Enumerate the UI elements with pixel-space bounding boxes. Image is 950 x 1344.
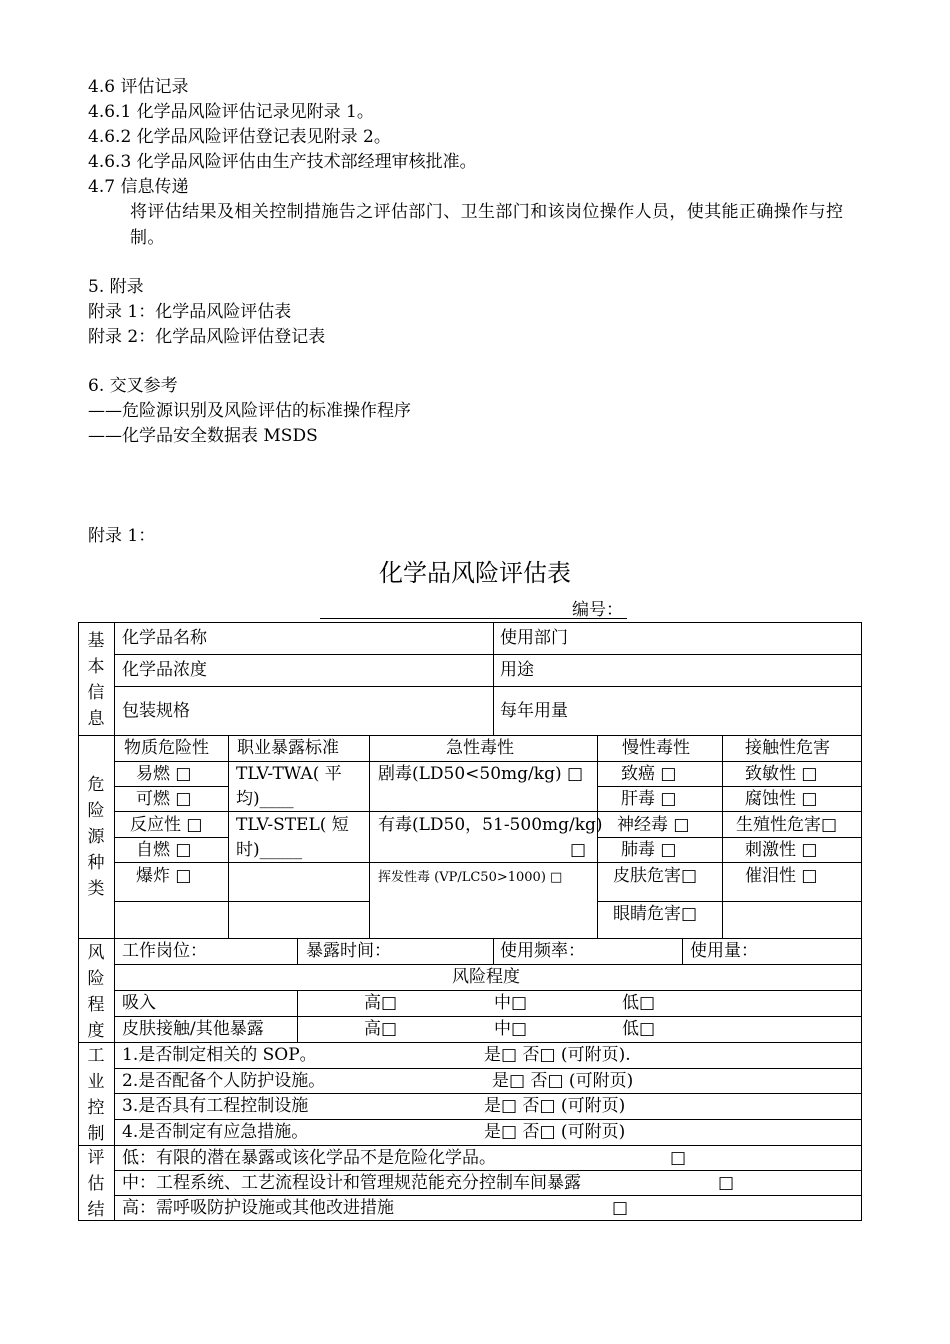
header-exposure-standard: 职业暴露标准 — [237, 738, 339, 758]
annual-usage-label: 每年用量 — [500, 701, 568, 721]
header-contact-hazard: 接触性危害 — [745, 738, 830, 758]
cross-ref-1: ——危险源识别及风险评估的标准操作程序 — [88, 401, 411, 421]
result-mid-label: 中：工程系统、工艺流程设计和管理规范能充分控制车间暴露 — [122, 1173, 581, 1193]
result-low-label: 低：有限的潜在暴露或该化学品不是危险化学品。 — [122, 1148, 496, 1168]
checkbox-volatile-toxic[interactable]: 挥发性毒 (VP/LC50>1000) □ — [378, 870, 563, 885]
item-4-6-2: 4.6.2 化学品风险评估登记表见附录 2。 — [88, 127, 391, 147]
header-physical-hazard: 物质危险性 — [124, 738, 209, 758]
section-hazard-type: 危 险 源 种 类 — [87, 775, 105, 899]
checkbox-neurotoxic[interactable]: 神经毒 □ — [617, 815, 690, 835]
tlv-twa-field[interactable]: 均)____ — [236, 789, 294, 809]
checkbox-result-mid[interactable]: □ — [718, 1173, 735, 1193]
tlv-stel-label: TLV-STEL( 短 — [236, 815, 349, 835]
packaging-label: 包装规格 — [122, 701, 190, 721]
item-4-6-1: 4.6.1 化学品风险评估记录见附录 1。 — [88, 102, 374, 122]
heading-4-7: 4.7 信息传递 — [88, 177, 189, 197]
checkbox-hepatotoxic[interactable]: 肝毒 □ — [621, 789, 677, 809]
checkbox-reproductive-hazard[interactable]: 生殖性危害□ — [736, 815, 838, 835]
result-high-label: 高：需呼吸防护设施或其他改进措施 — [122, 1198, 394, 1218]
control-answer-emergency[interactable]: 是□ 否□ (可附页) — [484, 1122, 626, 1142]
checkbox-result-low[interactable]: □ — [670, 1148, 687, 1168]
checkbox-reactive[interactable]: 反应性 □ — [130, 815, 203, 835]
control-answer-ppe[interactable]: 是□ 否□ (可附页) — [492, 1071, 634, 1091]
tlv-stel-field[interactable]: 时)_____ — [236, 840, 303, 860]
checkbox-sensitizing[interactable]: 致敏性 □ — [745, 764, 818, 784]
checkbox-skin-high[interactable]: 高□ — [364, 1019, 398, 1039]
control-item-ppe: 2.是否配备个人防护设施。 — [122, 1071, 326, 1091]
cross-ref-2: ——化学品安全数据表 MSDS — [88, 426, 318, 446]
checkbox-carcinogenic[interactable]: 致癌 □ — [621, 764, 677, 784]
control-item-sop: 1.是否制定相关的 SOP。 — [122, 1045, 317, 1065]
section-assessment-result: 评 估 结 — [87, 1148, 105, 1220]
work-post-label: 工作岗位： — [122, 941, 207, 961]
toxic-label: 有毒(LD50，51-500mg/kg) — [378, 815, 603, 835]
form-number-field: 编号： — [320, 600, 627, 619]
checkbox-flammable[interactable]: 易燃 □ — [136, 764, 192, 784]
purpose-label: 用途 — [500, 660, 534, 680]
skin-contact-label: 皮肤接触/其他暴露 — [122, 1019, 264, 1039]
usage-amount-label: 使用量： — [690, 941, 758, 961]
checkbox-skin-low[interactable]: 低□ — [622, 1019, 656, 1039]
chem-name-label: 化学品名称 — [122, 628, 207, 648]
header-chronic-toxicity: 慢性毒性 — [622, 738, 690, 758]
checkbox-pulmonary-toxic[interactable]: 肺毒 □ — [621, 840, 677, 860]
header-acute-toxicity: 急性毒性 — [446, 738, 514, 758]
checkbox-toxic[interactable]: □ — [570, 840, 587, 860]
heading-5: 5. 附录 — [88, 277, 144, 297]
section-basic-info: 基 本 信 息 — [87, 631, 105, 729]
checkbox-lachrymatory[interactable]: 催泪性 □ — [745, 866, 818, 886]
control-answer-engineering[interactable]: 是□ 否□ (可附页) — [484, 1096, 626, 1116]
form-title: 化学品风险评估表 — [379, 559, 571, 587]
risk-degree-header: 风险程度 — [452, 967, 520, 987]
exposure-time-label: 暴露时间： — [306, 941, 391, 961]
appendix-2-ref: 附录 2：化学品风险评估登记表 — [88, 327, 326, 347]
control-answer-sop[interactable]: 是□ 否□ (可附页). — [484, 1045, 631, 1065]
section-industrial-control: 工 业 控 制 — [87, 1046, 105, 1144]
checkbox-inhale-high[interactable]: 高□ — [364, 993, 398, 1013]
checkbox-combustible[interactable]: 可燃 □ — [136, 789, 192, 809]
control-item-emergency: 4.是否制定有应急措施。 — [122, 1122, 309, 1142]
control-item-engineering: 3.是否具有工程控制设施 — [122, 1096, 309, 1116]
appendix-label: 附录 1： — [88, 526, 156, 546]
checkbox-result-high[interactable]: □ — [612, 1198, 629, 1218]
checkbox-skin-hazard[interactable]: 皮肤危害□ — [613, 866, 698, 886]
concentration-label: 化学品浓度 — [122, 660, 207, 680]
checkbox-irritant[interactable]: 刺激性 □ — [745, 840, 818, 860]
heading-4-6: 4.6 评估记录 — [88, 77, 189, 97]
checkbox-inhale-low[interactable]: 低□ — [622, 993, 656, 1013]
checkbox-explosive[interactable]: 爆炸 □ — [136, 866, 192, 886]
appendix-1-ref: 附录 1：化学品风险评估表 — [88, 302, 292, 322]
dept-label: 使用部门 — [500, 628, 568, 648]
item-4-6-3: 4.6.3 化学品风险评估由生产技术部经理审核批准。 — [88, 152, 477, 172]
checkbox-spontaneous-combustion[interactable]: 自燃 □ — [136, 840, 192, 860]
checkbox-corrosive[interactable]: 腐蚀性 □ — [745, 789, 818, 809]
checkbox-highly-toxic[interactable]: 剧毒(LD50<50mg/kg) □ — [378, 764, 584, 784]
checkbox-inhale-mid[interactable]: 中□ — [494, 993, 528, 1013]
paragraph-4-7: 将评估结果及相关控制措施告之评估部门、卫生部门和该岗位操作人员，使其能正确操作与控制。 — [130, 202, 844, 248]
tlv-twa-label: TLV-TWA( 平 — [236, 764, 342, 784]
usage-frequency-label: 使用频率： — [500, 941, 585, 961]
checkbox-skin-mid[interactable]: 中□ — [494, 1019, 528, 1039]
checkbox-eye-hazard[interactable]: 眼睛危害□ — [613, 904, 698, 924]
inhalation-label: 吸入 — [122, 993, 156, 1013]
heading-6: 6. 交叉参考 — [88, 376, 178, 396]
section-risk-level: 风 险 程 度 — [87, 943, 105, 1041]
